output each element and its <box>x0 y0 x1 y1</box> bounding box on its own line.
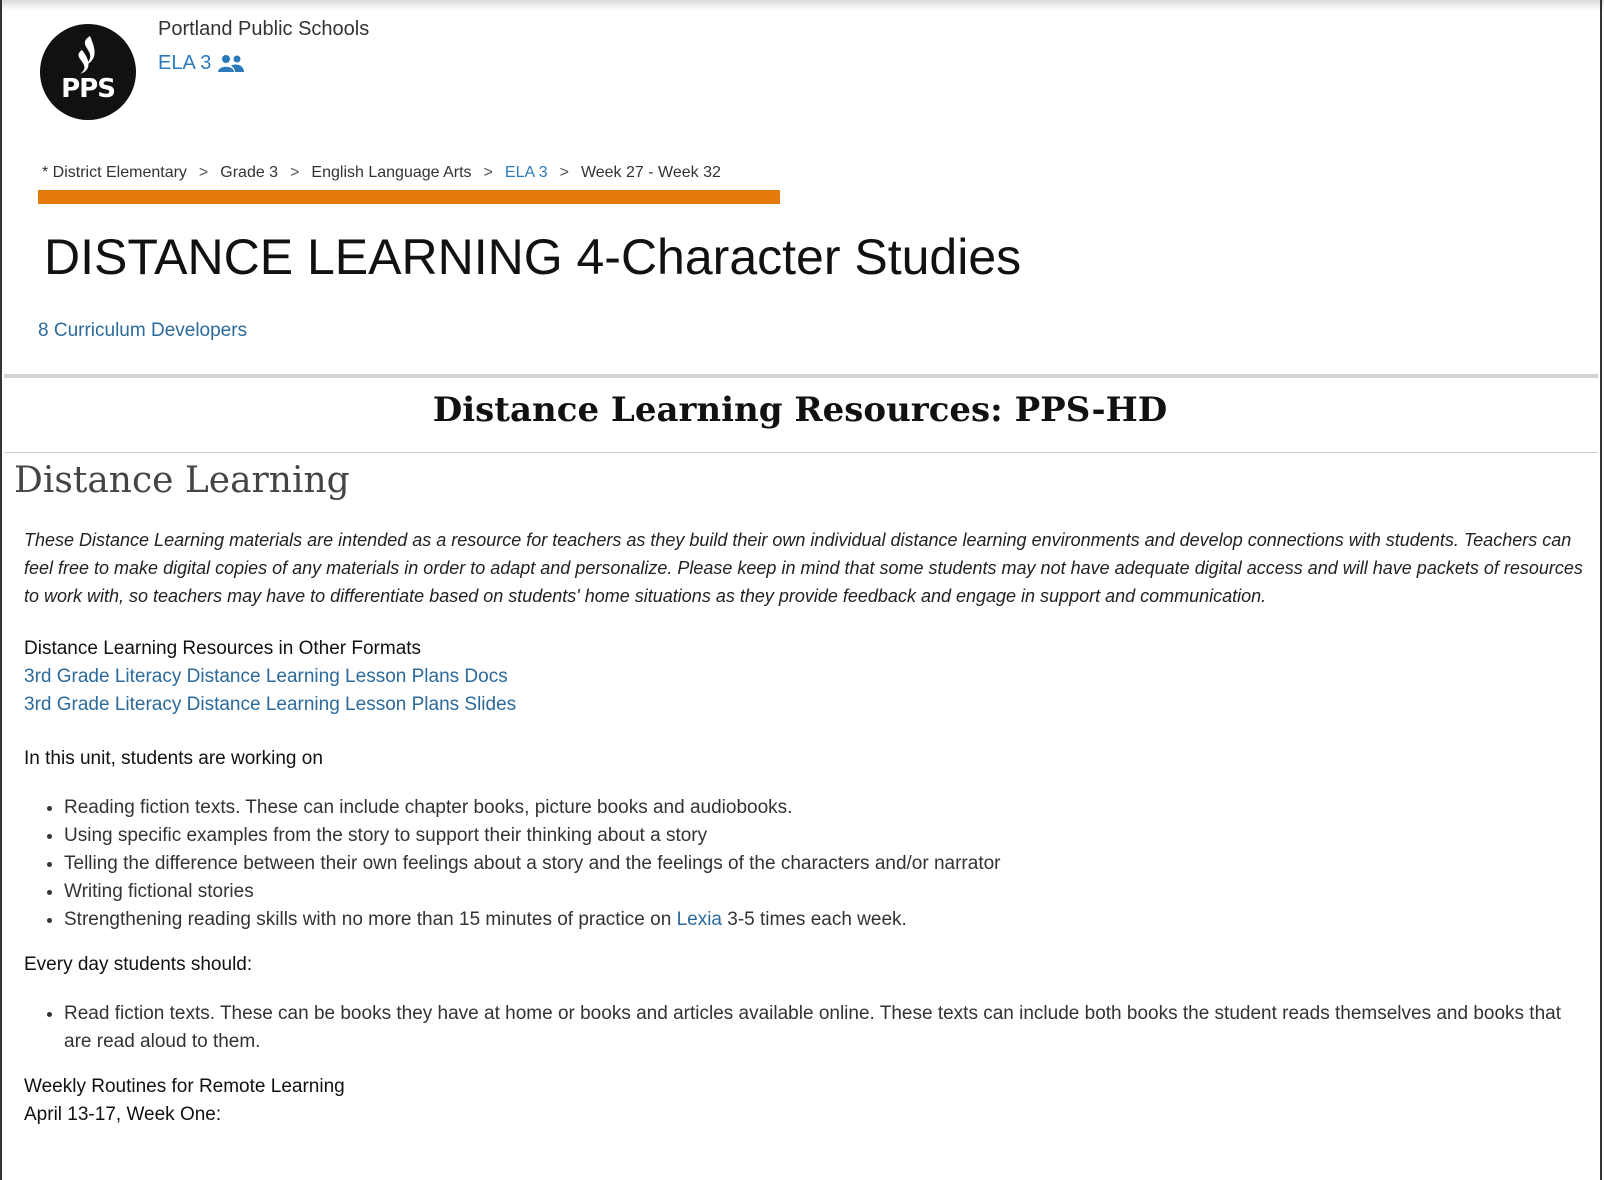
other-formats-heading: Distance Learning Resources in Other Formats <box>24 638 422 659</box>
org-name: Portland Public Schools <box>158 18 370 40</box>
people-group-icon <box>217 54 245 74</box>
every-day-list <box>24 1000 1564 1056</box>
week-one-heading: April 13-17, Week One: <box>24 1104 222 1125</box>
breadcrumb-item-grade[interactable]: Grade 3 <box>220 164 279 181</box>
section-divider <box>4 374 1598 378</box>
list-item: • Telling the difference between their own feelings about a story and the feelings of the characters and/or narrator <box>64 850 1001 878</box>
course-name: ELA 3 <box>158 52 212 74</box>
list-item-text: Strengthening reading skills with no more than 15 minutes of practice on <box>64 909 677 930</box>
list-item: • Using specific examples from the story to support their thinking about a story <box>64 822 1001 850</box>
intro-paragraph: These Distance Learning materials are intended as a resource for teachers as they build their own individual distance learning environments and develop connections with students. Teachers can feel free to make digital copies of any materials in order to adapt and personalize. Please keep in mind that some students may not have adequate digital access and will have packets of resources to work with, so teachers may have to differentiate based on students' home situations as they provide feedback and engage in support and communication. <box>24 530 1583 606</box>
unit-list <box>24 794 1001 934</box>
breadcrumb-separator: > <box>290 164 300 181</box>
every-day-heading: Every day students should: <box>24 954 253 975</box>
flame-icon <box>40 24 136 120</box>
breadcrumb-accent-bar <box>38 190 780 204</box>
breadcrumb <box>42 164 721 182</box>
list-item: • Read fiction texts. These can be books they have at home or books and articles available online. These texts can include both books the student reads themselves and books that are read aloud to them. <box>64 1000 1564 1056</box>
lesson-plans-docs-link[interactable]: 3rd Grade Literacy Distance Learning Lesson Plans Docs <box>24 666 508 687</box>
lexia-link[interactable]: Lexia <box>676 909 722 930</box>
unit-heading: In this unit, students are working on <box>24 748 323 769</box>
breadcrumb-item-district[interactable]: * District Elementary <box>42 164 187 181</box>
resources-title: Distance Learning Resources: PPS-HD <box>432 390 1168 430</box>
logo-text: PPS <box>61 74 115 104</box>
title-divider <box>4 452 1598 453</box>
breadcrumb-separator: > <box>559 164 569 181</box>
breadcrumb-item-week: Week 27 - Week 32 <box>580 164 721 181</box>
curriculum-developers-link[interactable]: 8 Curriculum Developers <box>38 320 248 341</box>
page-title: DISTANCE LEARNING 4-Character Studies <box>44 229 1022 285</box>
weekly-routines-heading: Weekly Routines for Remote Learning <box>24 1076 345 1097</box>
breadcrumb-separator: > <box>198 164 209 181</box>
lesson-plans-slides-link[interactable]: 3rd Grade Literacy Distance Learning Lesson Plans Slides <box>24 694 517 715</box>
list-item-text: 3-5 times each week. <box>722 909 907 930</box>
breadcrumb-separator: > <box>483 164 493 181</box>
pps-logo <box>40 24 136 120</box>
course-link[interactable] <box>158 52 245 75</box>
list-item: • Reading fiction texts. These can include chapter books, picture books and audiobooks. <box>64 794 1001 822</box>
list-item: • Writing fictional stories <box>64 878 1001 906</box>
breadcrumb-item-subject[interactable]: English Language Arts <box>311 164 472 181</box>
section-heading: Distance Learning <box>14 460 350 501</box>
list-item <box>64 906 1001 934</box>
breadcrumb-item-course[interactable]: ELA 3 <box>504 164 548 181</box>
